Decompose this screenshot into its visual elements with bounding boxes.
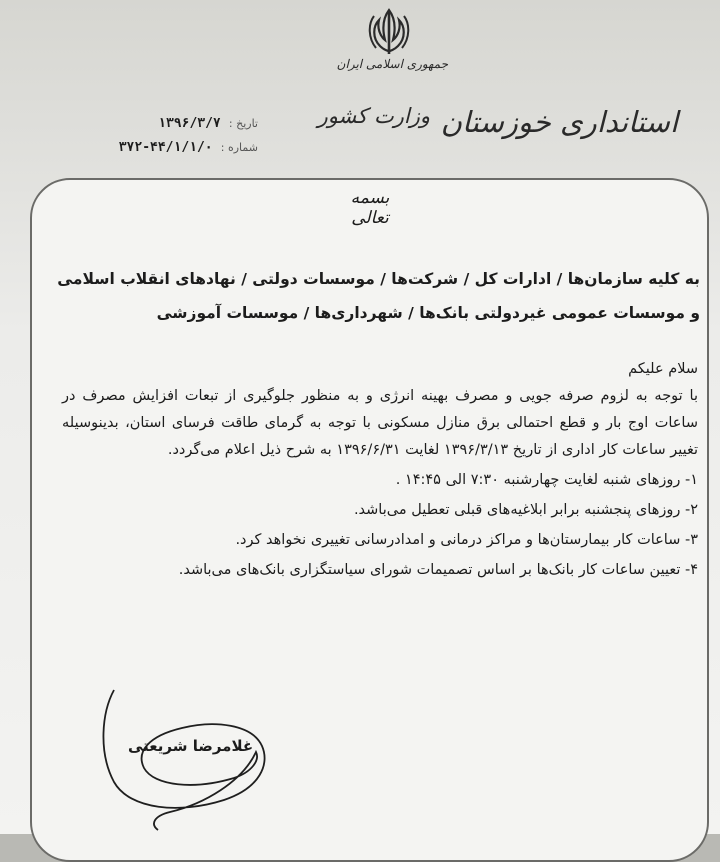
recipients-heading: به کلیه سازمان‌ها / ادارات کل / شرکت‌ها / موسسات دولتی / نهادهای انقلاب اسلامی و موسسات عمومی غیردولتی بانک‌ها / شهرداری‌ها / موسسات آموزشی <box>57 270 700 322</box>
list-item: ۲- روزهای پنجشنبه برابر ابلاغیه‌های قبلی تعطیل می‌باشد. <box>353 502 698 518</box>
number-value: ۴۴/۱/۱/۰-۳۷۲ <box>118 140 213 155</box>
list-item: ۴- تعیین ساعات کار بانک‌ها بر اساس تصمیمات شورای سیاستگزاری بانک‌های می‌باشد. <box>178 562 698 578</box>
list-item: ۱- روزهای شنبه لغایت چهارشنبه ۷:۳۰ الی ۱۴:۴۵ . <box>395 472 698 488</box>
number-label: شماره : <box>220 141 258 154</box>
number-row <box>96 140 258 155</box>
greeting: سلام علیکم <box>628 361 698 377</box>
letter-body <box>62 356 698 584</box>
republic-title: جمهوری اسلامی ایران <box>336 57 448 71</box>
signature-flourish <box>84 682 284 832</box>
signer-name: غلامرضا شریعتی <box>128 737 254 755</box>
basmala: بسمه تعالی <box>350 188 390 228</box>
list-item: ۳- ساعات کار بیمارستان‌ها و مراکز درمانی و امدادرسانی تغییری نخواهد کرد. <box>235 532 698 548</box>
date-value: ۱۳۹۶/۳/۷ <box>158 116 221 131</box>
date-label: تاریخ : <box>228 117 258 130</box>
ministry-title: وزارت کشور <box>317 104 430 128</box>
intro-paragraph: با توجه به لزوم صرفه جویی و مصرف بهینه انرژی و به منظور جلوگیری از تبعات افزایش مصرف در ساعات اوج بار و قطع احتمالی برق منازل مسکونی با توجه به گرمای طاقت فرسای استان، بدینوسیله تغییر ساعات کار اداری از تاریخ ۱۳۹۶/۳/۱۳ لغایت ۱۳۹۶/۶/۳۱ به شرح ذیل اعلام می‌گردد. <box>62 388 698 458</box>
iran-emblem-icon <box>360 6 418 58</box>
date-row <box>96 116 258 131</box>
province-office-title: استانداری خوزستان <box>440 105 678 139</box>
